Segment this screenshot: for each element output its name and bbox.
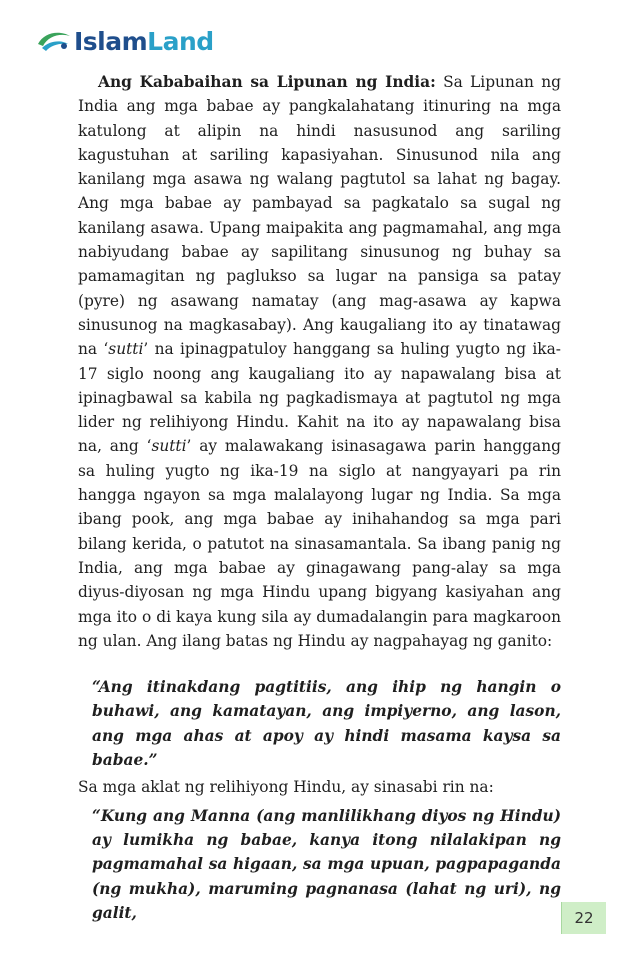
islamland-logo [34,26,214,56]
block-quote-hindu-law: “Ang itinakdang pagtitiis, ang ihip ng hangin o buhawi, ang kamatayan, ang impiyerno, ang lason, ang mga ahas at apoy ay hindi masama kaysa sa babae.” [92,678,561,770]
block-quote-manna: “Kung ang Manna (ang manlilikhang diyos ng Hindu) ay lumikha ng babae, kanya itong nilalakipan ng pagmamahal sa higaan, sa mga upuan, pagpapaganda (ng mukha), maruming pagnanasa (lahat ng uri), ng galit, [92,806,561,922]
paragraph-women-in-india [78,70,561,653]
paragraph-text: Sa Lipunan ng India ang mga babae ay pangkalahatang itinuring na mga katulong at alipin na hindi nasusunod ang sariling kagustuhan at sariling kapasiyahan. Sinusunod nila ang kanilang mga asawa ng walang pagtutol sa lahat ng bagay. Ang mga babae ay pambayad sa pagkatalo sa sugal ng kanilang asawa. Upang maipakita ang pagmamahal, ang mga nabiyudang babae ay sapilitang sinusunog ng buhay sa pamamagitan ng paglukso sa lugar na pansiga sa patay (pyre) ng asawang namatay (ang mag-asawa ay kapwa sinusunog na magkasabay). Ang kaugaliang ito ay tinatawag na ‘ [78,73,561,359]
paragraph-text: ’ na ipinagpatuloy hanggang sa huling yugto ng ika-17 siglo noong ang kaugaliang ito ay napawalang bisa at ipinagbawal sa kabila ng pagkadismaya at pagtutol ng mga lider ng relihiyong Hindu. Kahit na ito ay napawalang bisa na, ang ‘ [78,340,561,456]
page-number: 22 [561,902,606,934]
logo-text-land: Land [147,26,214,56]
section-heading: Ang Kababaihan sa Lipunan ng India: [98,73,436,91]
term-sutti: sutti [108,340,144,359]
logo-text-islam: Islam [74,26,148,56]
paragraph-hindu-books: Sa mga aklat ng relihiyong Hindu, ay sinasabi rin na: [78,778,494,797]
term-sutti: sutti [151,437,187,456]
crescent-swoosh-icon [34,26,74,56]
page-content [78,70,561,925]
paragraph-text: ’ ay malawakang isinasagawa parin hanggang sa huling yugto ng ika-19 na siglo at nangyayari pa rin hangga ngayon sa mga malalayong lugar ng India. Sa mga ibang pook, ang mga babae ay inihahandog sa mga pari bilang kerida, o patutot na sinasamantala. Sa ibang panig ng India, ang mga babae ay ginagawang pang-alay sa mga diyus-diyosan ng mga Hindu upang bigyang kasiyahan ang mga ito o di kaya kung sila ay dumadalangin para magkaroon ng ulan. Ang ilang batas ng Hindu ay nagpahayag ng ganito: [78,437,561,650]
